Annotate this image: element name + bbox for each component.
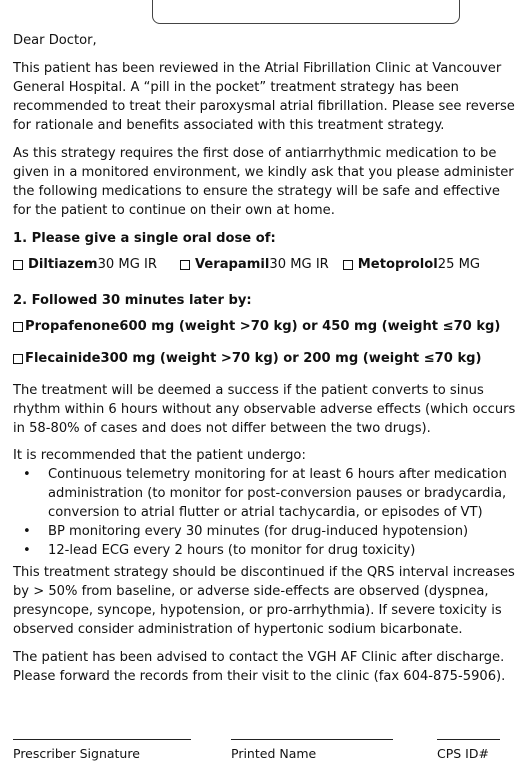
- drug-name: Diltiazem: [28, 257, 98, 272]
- checkbox-metoprolol[interactable]: [343, 260, 353, 270]
- contact-paragraph: The patient has been advised to contact the VGH AF Clinic after discharge. Please forward the records from their visit to the clinic (fax 604-875-5906).: [13, 650, 506, 684]
- header-box: [152, 0, 460, 24]
- monitoring-list: [13, 465, 519, 560]
- printed-name-line[interactable]: [231, 739, 393, 740]
- drug-dose: 30 MG IR: [97, 257, 157, 272]
- intro-paragraph: This patient has been reviewed in the Atrial Fibrillation Clinic at Vancouver General Hospital. A “pill in the pocket” treatment strategy has been recommended to treat their paroxysmal atrial fibrillation. Please see reverse for rationale and benefits associated with this treatment strategy.: [13, 61, 515, 133]
- option-verapamil[interactable]: [180, 255, 329, 274]
- drug-dose: 25 MG: [437, 257, 481, 272]
- cps-id-line[interactable]: [437, 739, 500, 740]
- prescriber-signature-line[interactable]: [13, 739, 191, 740]
- option-metoprolol[interactable]: [343, 255, 480, 274]
- printed-name-label: Printed Name: [231, 746, 317, 761]
- drug-dose: 300 mg (weight >70 kg) or 200 mg (weight ≤70 kg): [100, 351, 482, 366]
- list-item: • BP monitoring every 30 minutes (for drug-induced hypotension): [13, 522, 519, 541]
- step1-heading: 1. Please give a single oral dose of:: [13, 231, 276, 246]
- prescriber-signature-label: Prescriber Signature: [13, 746, 140, 761]
- option-diltiazem[interactable]: [13, 255, 157, 274]
- drug-name: Propafenone: [25, 319, 120, 334]
- list-item: • Continuous telemetry monitoring for at least 6 hours after medication administration (to monitor for post-conversion pauses or bradycardia, conversion to atrial flutter or atrial tachycardia, or episodes of VT): [13, 465, 519, 522]
- drug-name: Metoprolol: [357, 257, 438, 272]
- checkbox-flecainide[interactable]: [13, 354, 23, 364]
- list-item: • 12-lead ECG every 2 hours (to monitor for drug toxicity): [13, 541, 519, 560]
- drug-name: Verapamil: [194, 257, 270, 272]
- success-paragraph: The treatment will be deemed a success if the patient converts to sinus rhythm within 6 hours without any observable adverse effects (which occurs in 58-80% of cases and does not differ between the two drugs).: [13, 383, 516, 436]
- checkbox-propafenone[interactable]: [13, 322, 23, 332]
- letter-body: [13, 31, 519, 686]
- drug-dose: 600 mg (weight >70 kg) or 450 mg (weight ≤70 kg): [119, 319, 501, 334]
- checkbox-verapamil[interactable]: [180, 260, 190, 270]
- step1-options: [13, 255, 519, 274]
- step2-heading: 2. Followed 30 minutes later by:: [13, 293, 252, 308]
- checkbox-diltiazem[interactable]: [13, 260, 23, 270]
- option-propafenone[interactable]: [13, 317, 519, 336]
- request-paragraph: As this strategy requires the first dose of antiarrhythmic medication to be given in a monitored environment, we kindly ask that you please administer the following medications to ensure the strategy will be safe and effective for the patient to continue on their own at home.: [13, 146, 514, 218]
- monitoring-intro: It is recommended that the patient undergo:: [13, 448, 306, 463]
- drug-name: Flecainide: [25, 351, 101, 366]
- greeting: Dear Doctor,: [13, 33, 97, 48]
- option-flecainide[interactable]: [13, 349, 519, 368]
- cps-id-label: CPS ID#: [437, 746, 489, 761]
- discontinue-paragraph: This treatment strategy should be discontinued if the QRS interval increases by > 50% from baseline, or adverse side-effects are observed (dyspnea, presyncope, syncope, hypotension, or pro-arrhythmia). If severe toxicity is observed consider administration of hypertonic sodium bicarbonate.: [13, 565, 515, 637]
- drug-dose: 30 MG IR: [269, 257, 329, 272]
